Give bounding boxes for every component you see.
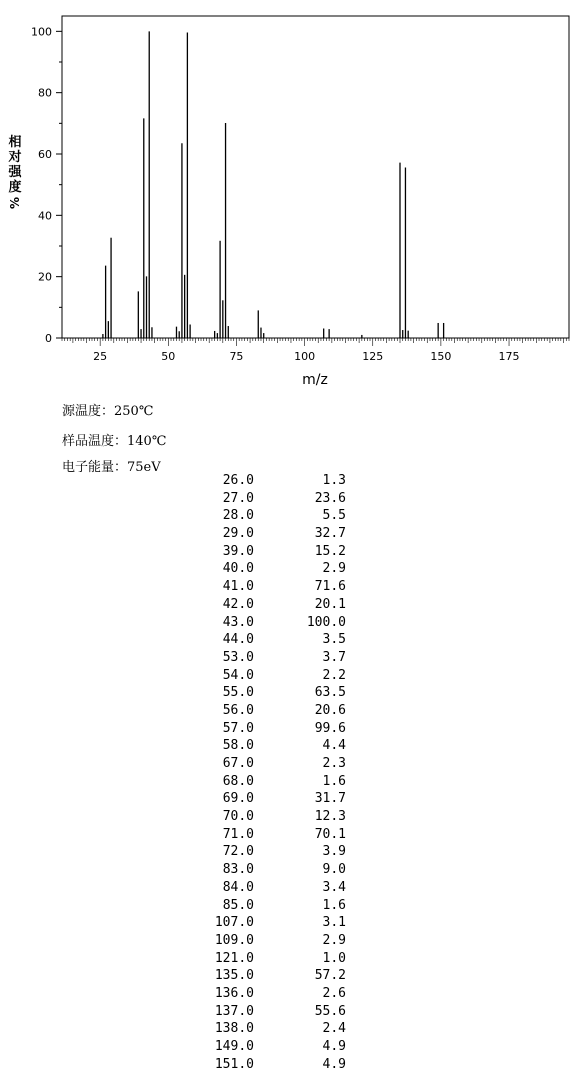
peak-mz: 58.0	[222, 738, 254, 754]
peak-abundance: 71.6	[314, 579, 346, 595]
peak-abundance: 2.9	[322, 561, 346, 577]
peak-abundance: 4.4	[322, 738, 346, 754]
peak-mz: 72.0	[222, 844, 254, 860]
peak-mz: 53.0	[222, 649, 254, 665]
peak-mz: 54.0	[222, 667, 254, 683]
peak-abundance: 23.6	[314, 490, 346, 506]
peak-row	[178, 755, 378, 773]
peak-mz: 107.0	[214, 915, 254, 931]
peak-abundance: 9.0	[322, 862, 346, 878]
y-tick-label: 80	[38, 86, 52, 100]
peak-row	[178, 967, 378, 985]
x-tick-label: 150	[430, 350, 452, 363]
peak-mz: 43.0	[222, 614, 254, 630]
peak-row	[178, 808, 378, 826]
peak-mz: 138.0	[214, 1021, 254, 1037]
peak-abundance: 3.4	[322, 879, 346, 895]
peak-mz: 56.0	[222, 702, 254, 718]
x-tick-label: 50	[161, 350, 176, 363]
peak-abundance: 1.6	[322, 773, 346, 789]
peak-abundance: 99.6	[314, 720, 346, 736]
peak-abundance: 4.9	[322, 1056, 346, 1072]
peak-row	[178, 649, 378, 667]
peak-mz: 71.0	[222, 826, 254, 842]
y-axis-label-char: 强	[8, 165, 22, 180]
peak-mz: 69.0	[222, 791, 254, 807]
x-tick-label: 125	[362, 350, 384, 363]
peak-row	[178, 667, 378, 685]
peak-abundance: 3.9	[322, 844, 346, 860]
peak-row	[178, 914, 378, 932]
peak-abundance: 12.3	[314, 809, 346, 825]
peak-row	[178, 525, 378, 543]
y-tick-label: 0	[45, 332, 52, 345]
peak-abundance: 57.2	[314, 968, 346, 984]
peak-mz: 68.0	[222, 773, 254, 789]
peak-abundance: 32.7	[314, 526, 346, 542]
y-tick-label: 20	[38, 270, 52, 284]
peak-list	[178, 472, 378, 1073]
peak-mz: 28.0	[222, 508, 254, 524]
peak-row	[178, 826, 378, 844]
peak-abundance: 20.1	[314, 596, 346, 612]
peak-abundance: 70.1	[314, 826, 346, 842]
sample-temperature: 样品温度：140℃	[62, 434, 167, 449]
peak-row	[178, 507, 378, 525]
x-tick-label: 175	[498, 350, 520, 363]
peak-mz: 26.0	[222, 473, 254, 488]
peak-row	[178, 578, 378, 596]
peak-mz: 83.0	[222, 862, 254, 878]
peak-row	[178, 1056, 378, 1073]
peak-mz: 84.0	[222, 879, 254, 895]
peak-abundance: 55.6	[314, 1003, 346, 1019]
y-tick-label: 60	[38, 148, 52, 161]
peak-mz: 70.0	[222, 809, 254, 825]
y-tick-label: 40	[38, 209, 52, 223]
plot-frame	[62, 16, 569, 338]
y-tick-label: 100	[31, 25, 52, 39]
spectrum-peaks	[103, 31, 444, 338]
peak-row	[178, 560, 378, 578]
peak-mz: 121.0	[214, 950, 254, 966]
y-axis-label-char: 度	[8, 180, 22, 195]
peak-row	[178, 543, 378, 561]
peak-abundance: 2.4	[322, 1021, 346, 1037]
y-axis-label	[6, 135, 24, 209]
peak-row	[178, 843, 378, 861]
peak-abundance: 63.5	[314, 685, 346, 701]
peak-abundance: 1.0	[322, 950, 346, 966]
peak-mz: 41.0	[222, 579, 254, 595]
peak-abundance: 100.0	[306, 614, 346, 630]
peak-abundance: 3.1	[322, 915, 346, 931]
x-tick-label: 75	[229, 350, 244, 363]
x-tick-label: 25	[93, 350, 108, 363]
peak-row	[178, 773, 378, 791]
peak-abundance: 2.3	[322, 756, 346, 771]
peak-mz: 67.0	[222, 756, 254, 771]
peak-mz: 136.0	[214, 985, 254, 1001]
peak-row	[178, 1020, 378, 1038]
peak-abundance: 2.9	[322, 932, 346, 948]
peak-abundance: 15.2	[314, 543, 346, 559]
peak-mz: 40.0	[222, 561, 254, 577]
peak-mz: 137.0	[214, 1003, 254, 1019]
peak-row	[178, 596, 378, 614]
source-temperature: 源温度：250℃	[62, 404, 154, 419]
peak-mz: 109.0	[214, 932, 254, 948]
peak-mz: 135.0	[214, 968, 254, 984]
y-axis-label-unit: %	[7, 197, 22, 210]
peak-row	[178, 861, 378, 879]
peak-row	[178, 614, 378, 632]
peak-mz: 85.0	[222, 897, 254, 913]
peak-row	[178, 1003, 378, 1021]
peak-mz: 55.0	[222, 685, 254, 701]
peak-mz: 39.0	[222, 543, 254, 559]
peak-abundance: 3.7	[322, 649, 346, 665]
peak-row	[178, 790, 378, 808]
peak-row	[178, 472, 378, 490]
x-axis-label: m/z	[302, 372, 328, 388]
peak-mz: 29.0	[222, 526, 254, 542]
peak-abundance: 20.6	[314, 702, 346, 718]
peak-abundance: 3.5	[322, 632, 346, 648]
peak-abundance: 1.6	[322, 897, 346, 913]
peak-row	[178, 702, 378, 720]
peak-abundance: 4.9	[322, 1039, 346, 1054]
peak-abundance: 31.7	[314, 791, 346, 807]
peak-row	[178, 879, 378, 897]
peak-abundance: 5.5	[322, 508, 346, 524]
peak-abundance: 2.6	[322, 985, 346, 1001]
peak-row	[178, 631, 378, 649]
y-axis-label-char: 相	[8, 135, 22, 150]
peak-mz: 42.0	[222, 596, 254, 612]
peak-mz: 27.0	[222, 490, 254, 506]
peak-row	[178, 897, 378, 915]
peak-abundance: 2.2	[322, 667, 346, 683]
electron-energy: 电子能量：75eV	[62, 460, 161, 475]
x-tick-label: 100	[294, 350, 316, 363]
peak-row	[178, 720, 378, 738]
y-axis-label-text	[6, 135, 24, 195]
peak-row	[178, 1038, 378, 1056]
peak-row	[178, 985, 378, 1003]
peak-row	[178, 684, 378, 702]
y-axis-label-char: 对	[8, 150, 22, 165]
mass-spectrum-chart	[0, 0, 570, 390]
peak-row	[178, 932, 378, 950]
peak-abundance: 1.3	[322, 473, 346, 488]
peak-row	[178, 490, 378, 508]
peak-row	[178, 737, 378, 755]
peak-mz: 151.0	[214, 1056, 254, 1072]
x-axis	[62, 338, 569, 363]
peak-mz: 57.0	[222, 720, 254, 736]
y-axis	[31, 25, 62, 345]
peak-mz: 44.0	[222, 632, 254, 648]
peak-mz: 149.0	[214, 1039, 254, 1054]
peak-row	[178, 950, 378, 968]
